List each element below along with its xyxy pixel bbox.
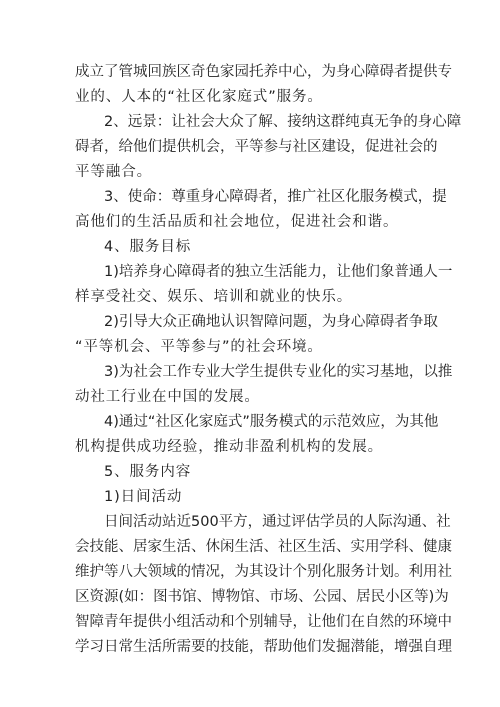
text-line: 1)培养身心障碍者的独立生活能力，让他们象普通人一 bbox=[104, 264, 453, 280]
text-line: 高他们的生活品质和社会地位，促进社会和谐。 bbox=[75, 214, 399, 230]
text-line: 智障青年提供小组活动和个别辅导，让他们在自然的环境中 bbox=[75, 614, 452, 630]
text-line: 成立了管城回族区奇色家园托养中心，为身心障碍者提供专 bbox=[75, 64, 452, 80]
text-line: 2、远景：让社会大众了解、接纳这群纯真无争的身心障 bbox=[104, 114, 462, 130]
text-line: 平等融合。 bbox=[75, 164, 152, 180]
text-line: 区资源(如：图书馆、博物馆、市场、公园、居民小区等)为 bbox=[75, 589, 449, 605]
text-line: 3、使命：尊重身心障碍者，推广社区化服务模式，提 bbox=[104, 189, 447, 205]
text-line: 样享受社交、娱乐、培训和就业的快乐。 bbox=[75, 289, 353, 305]
text-line: 维护等八大领域的情况，为其设计个别化服务计划。利用社 bbox=[75, 564, 452, 580]
text-line: 2)引导大众正确地认识智障问题，为身心障碍者争取 bbox=[104, 314, 438, 330]
text-line: 4)通过“社区化家庭式”服务模式的示范效应，为其他 bbox=[104, 414, 439, 430]
text-line: 学习日常生活所需要的技能，帮助他们发掘潜能，增强自理 bbox=[75, 639, 452, 655]
text-line: 日间活动站近500平方，通过评估学员的人际沟通、社 bbox=[104, 514, 451, 530]
section-heading: 5、服务内容 bbox=[104, 464, 192, 480]
text-line: 动社工行业在中国的发展。 bbox=[75, 389, 260, 405]
text-line: 业的、人本的“社区化家庭式”服务。 bbox=[75, 89, 323, 105]
text-line: 会技能、居家生活、休闲生活、社区生活、实用学科、健康 bbox=[75, 539, 452, 555]
text-line: “平等机会、平等参与”的社会环境。 bbox=[75, 339, 323, 355]
text-line: 碍者，给他们提供机会，平等参与社区建设，促进社会的 bbox=[75, 139, 438, 155]
subsection-heading: 1)日间活动 bbox=[104, 489, 183, 505]
section-heading: 4、服务目标 bbox=[104, 239, 192, 255]
text-line: 机构提供成功经验，推动非盈利机构的发展。 bbox=[75, 439, 383, 455]
text-line: 3)为社会工作专业大学生提供专业化的实习基地，以推 bbox=[104, 364, 453, 380]
